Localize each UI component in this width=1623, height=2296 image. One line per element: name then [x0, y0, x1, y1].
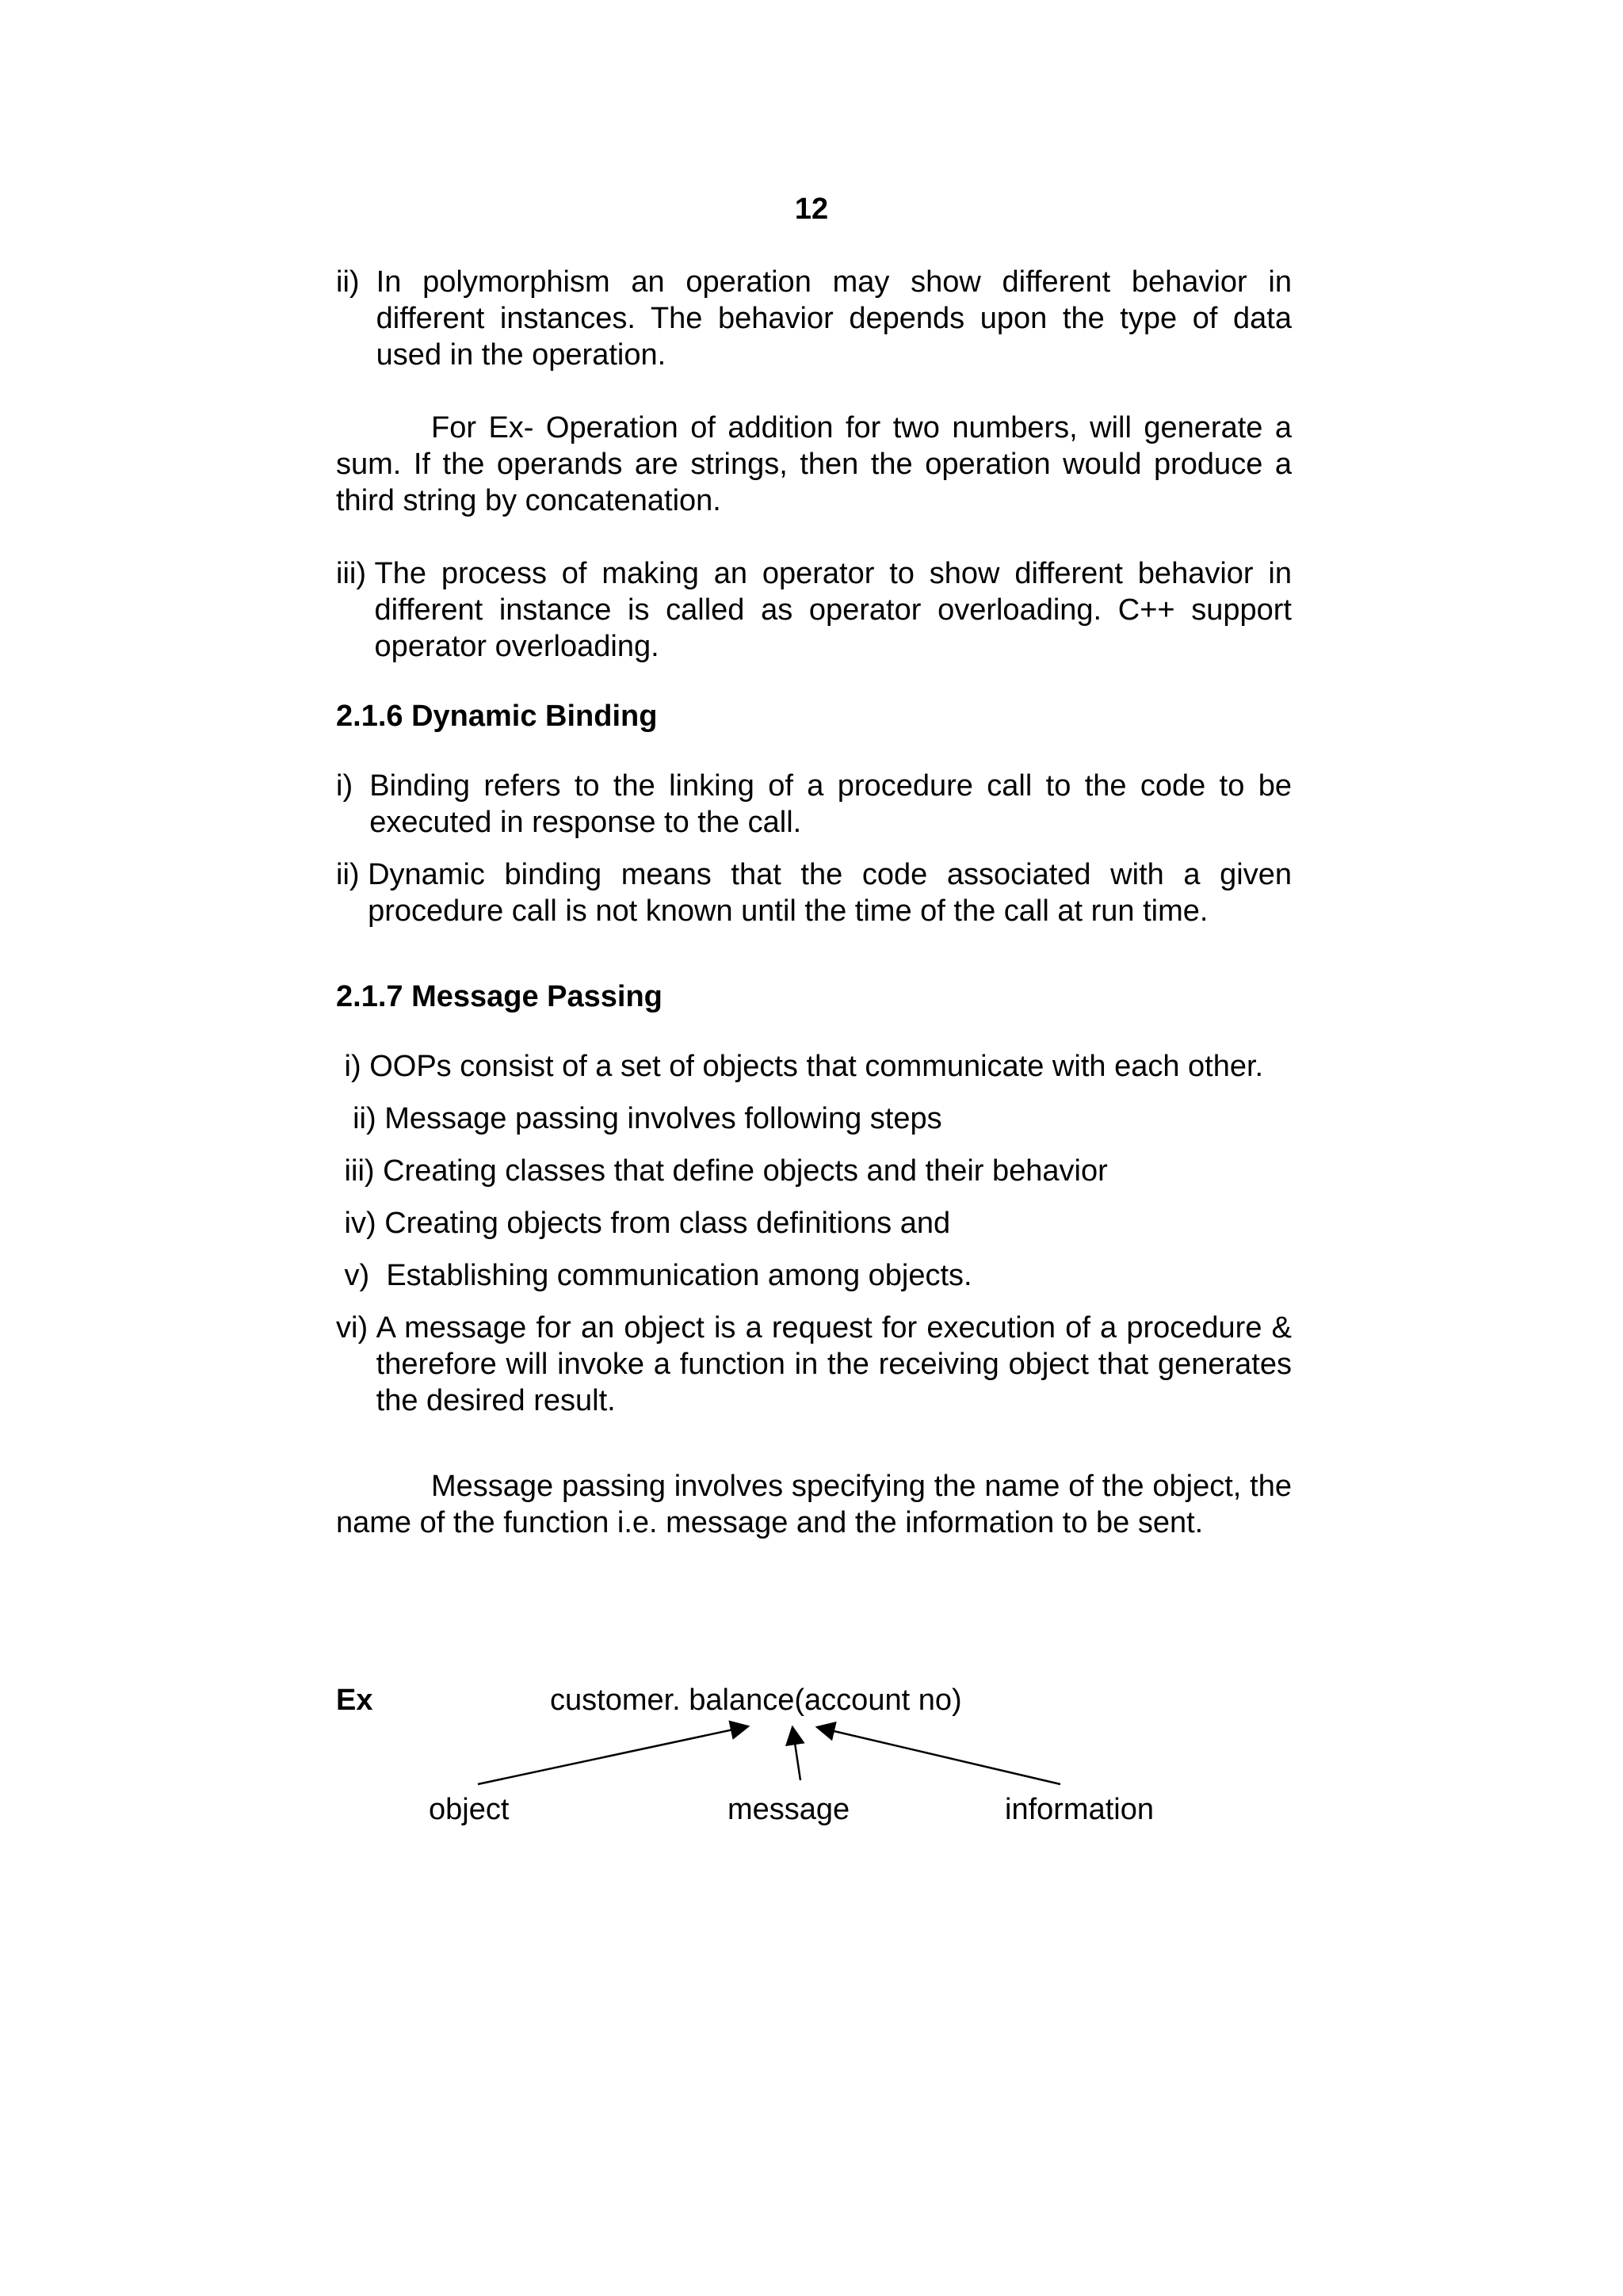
information-arrow — [817, 1727, 1060, 1784]
object-arrow — [478, 1726, 748, 1784]
polymorphism-example-paragraph: For Ex- Operation of addition for two numbers, will generate a sum. If the operands are strings, then the operation would produce a third string by concatenation. — [336, 411, 1292, 517]
list-marker: ii) — [336, 1102, 385, 1135]
list-marker: iii) — [336, 557, 366, 590]
list-marker: i) — [336, 1050, 370, 1083]
list-marker: vi) — [336, 1311, 376, 1344]
list-item-text: Establishing communication among objects. — [386, 1259, 972, 1292]
message-arrow — [792, 1727, 800, 1780]
polymorphism-ii-text: In polymorphism an operation may show different behavior in different instances. The behavior depends upon the type of data used in the operation. — [376, 265, 1292, 372]
list-marker: ii) — [336, 265, 360, 299]
message-label: message — [727, 1793, 850, 1826]
list-marker: i) — [336, 769, 370, 803]
example-code: customer. balance(account no) — [550, 1684, 962, 1717]
polymorphism-item-ii — [336, 264, 1292, 373]
polymorphism-iii-text: The process of making an operator to show different behavior in different instance is called as operator overloading. C++ support operator overloading. — [374, 557, 1292, 663]
list-marker: iii) — [336, 1154, 384, 1188]
list-item-text — [376, 264, 1292, 373]
list-item — [336, 1205, 1292, 1241]
list-item-text: Creating classes that define objects and their behavior — [383, 1154, 1108, 1188]
page-content — [336, 264, 1292, 1541]
information-label: information — [1005, 1793, 1154, 1826]
list-item-text: Binding refers to the linking of a procedure call to the code to be executed in response to the call. — [369, 769, 1292, 839]
polymorphism-item-iii — [336, 555, 1292, 665]
list-item — [336, 1257, 1292, 1294]
page-number: 12 — [794, 193, 829, 226]
object-label: object — [429, 1793, 510, 1826]
list-marker: ii) — [336, 858, 369, 891]
message-passing-summary: Message passing involves specifying the name of the object, the name of the function i.e. message and the information to be sent. — [336, 1470, 1292, 1539]
list-item — [336, 1100, 1292, 1137]
list-item — [336, 856, 1292, 929]
section-heading-dynamic-binding: 2.1.6 Dynamic Binding — [336, 700, 658, 733]
list-marker: v) — [336, 1259, 387, 1292]
list-item-text: A message for an object is a request for execution of a procedure & therefore will invoke a function in the receiving object that generates the desired result. — [376, 1311, 1292, 1417]
example-label: Ex — [336, 1684, 373, 1717]
list-item-text: Dynamic binding means that the code associated with a given procedure call is not known until the time of the call at run time. — [368, 858, 1292, 928]
list-item-text: Message passing involves following steps — [384, 1102, 942, 1135]
list-item — [336, 1048, 1292, 1085]
list-item — [336, 1310, 1292, 1419]
list-item-text: OOPs consist of a set of objects that communicate with each other. — [369, 1050, 1264, 1083]
section-heading-message-passing: 2.1.7 Message Passing — [336, 980, 663, 1013]
list-item — [336, 768, 1292, 841]
list-marker: iv) — [336, 1207, 385, 1240]
list-item — [336, 1153, 1292, 1189]
list-item-text: Creating objects from class definitions and — [384, 1207, 951, 1240]
